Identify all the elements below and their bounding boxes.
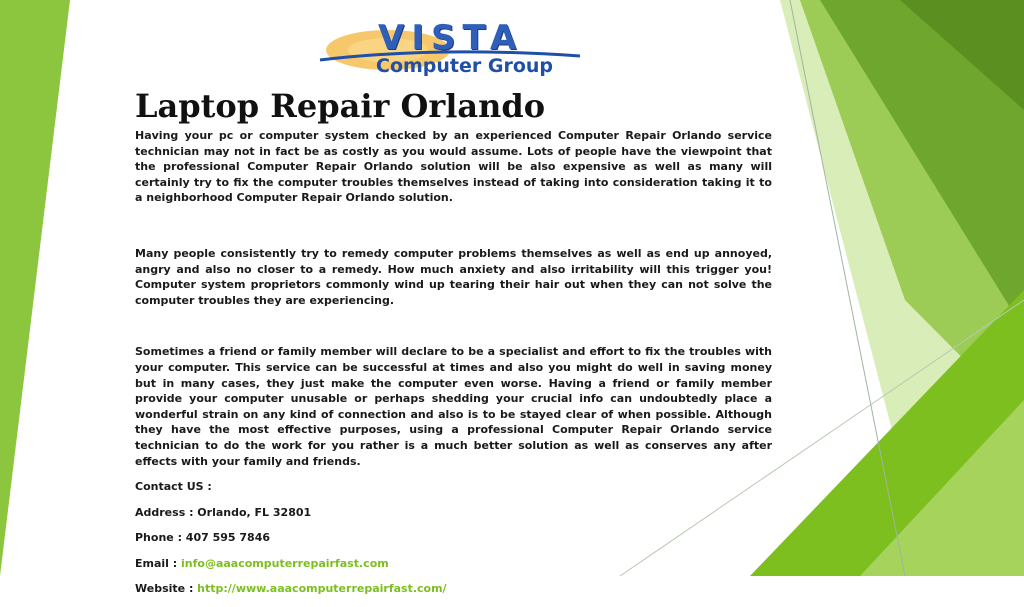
left-green-triangle [0, 0, 70, 576]
logo-title: VISTA [378, 18, 524, 58]
contact-heading: Contact US : [135, 480, 212, 494]
contact-phone: Phone : 407 595 7846 [135, 531, 270, 545]
website-link[interactable]: http://www.aaacomputerrepairfast.com/ [197, 582, 447, 596]
paragraph-3: Sometimes a friend or family member will declare to be a specialist and effort to fix the troubles with your computer. This service can be successful at times and also you might do well in saving money but in many cases, they just make the computer even worse. Having a friend or family member provide your computer unusable or perhaps shedding your crucial info can undoubtedly place a wonderful strain on any kind of connection and also is to be stayed clear of when possible. Although they have the most effective purposes, using a professional Computer Repair Orlando service technician to do the work for you rather is a much better solution as well as conserves any after effects with your family and friends. [135, 345, 772, 468]
email-label: Email : [135, 556, 181, 570]
website-label: Website : [135, 582, 198, 596]
contact-email [135, 556, 772, 572]
logo-subtitle: Computer Group [376, 55, 554, 77]
paragraph-2: Many people consistently try to remedy computer problems themselves as well as end up annoyed, angry and also no closer to a remedy. How much anxiety and also irritability will this trigger you! Computer system proprietors commonly wind up tearing their hair out when they can not solve the computer troubles they are experiencing. [135, 246, 772, 307]
paragraph-1: Having your pc or computer system checked by an experienced Computer Repair Orlando service technician may not in fact be as costly as you would assume. Lots of people have the viewpoint that the professional Computer Repair Orlando solution will be also expensive as well as many will certainly try to fix the computer troubles themselves instead of taking into consideration taking it to a neighborhood Computer Repair Orlando solution. [135, 129, 772, 205]
contact-address: Address : Orlando, FL 32801 [135, 505, 312, 519]
article-body [135, 128, 772, 607]
vista-logo [318, 16, 588, 84]
contact-website [135, 581, 772, 597]
email-link[interactable]: info@aaacomputerrepairfast.com [181, 556, 389, 570]
page-title: Laptop Repair Orlando [135, 87, 546, 125]
